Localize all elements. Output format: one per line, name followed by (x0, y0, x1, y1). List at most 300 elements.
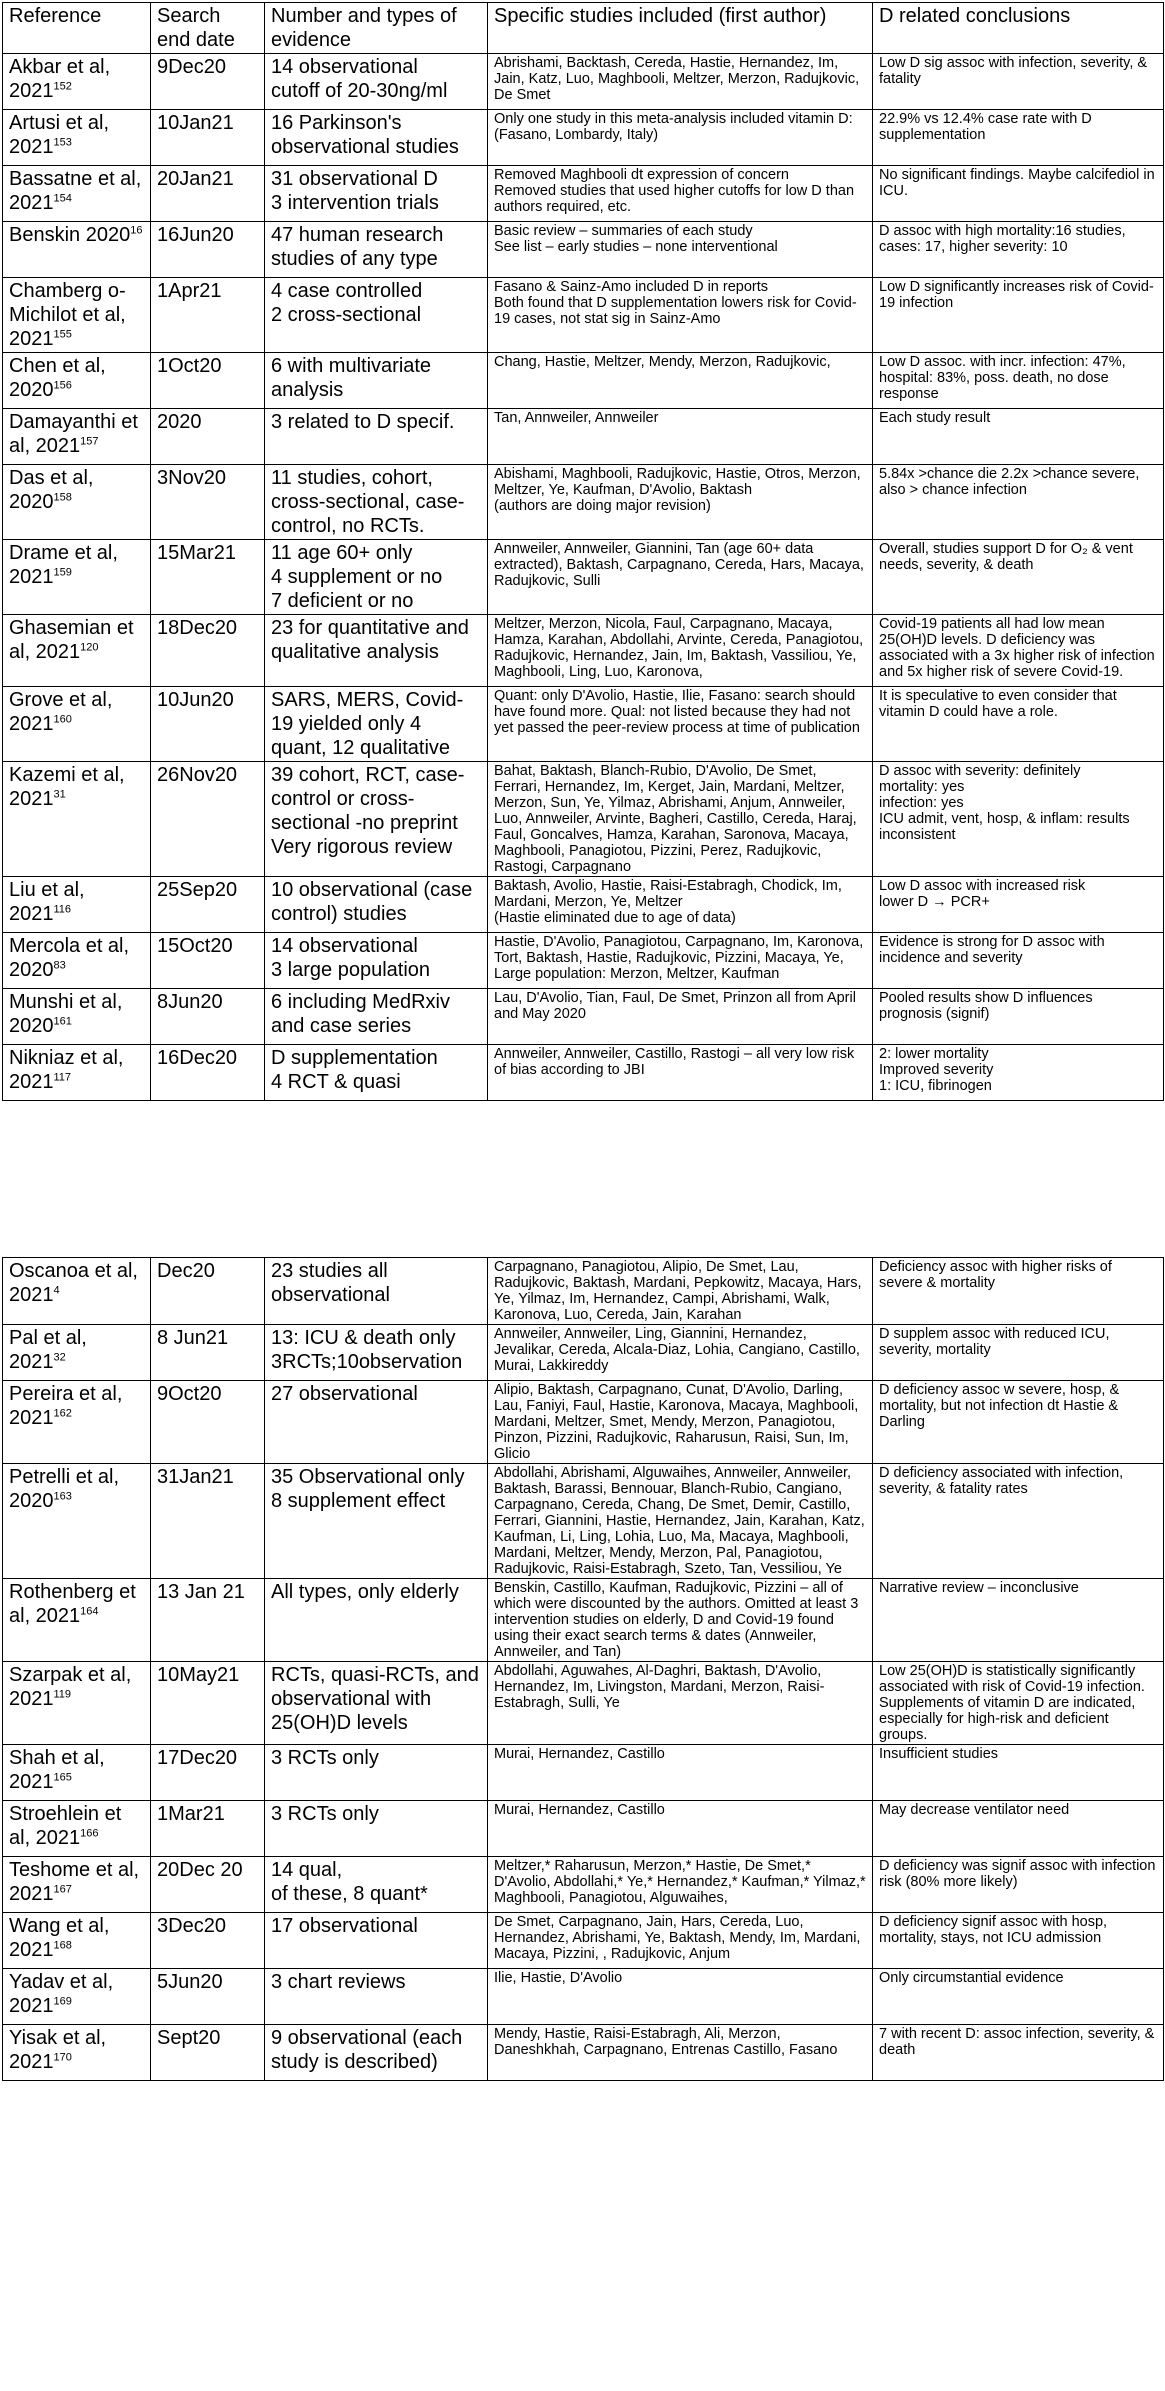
studies-cell (488, 1045, 873, 1101)
evidence-cell (265, 615, 488, 687)
evidence-cell (265, 1857, 488, 1913)
evidence-text: 3 related to D specif. (271, 411, 455, 433)
reference-text: Rothenberg et al, 2021 (9, 1581, 136, 1627)
studies-text: Bahat, Baktash, Blanch-Rubio, D'Avolio, De Smet, Ferrari, Hernandez, Im, Kerget, Jain, Mardani, Meltzer, Merzon, Sun, Ye, Yilmaz, Abrishami, Anjum, Annweiler, Luo, Annweiler, Arvinte, Bagheri, Castillo, Cereda, Haraj, Faul, Goncalves, Hamza, Karahan, Saronova, Macaya, Maghbooli, Panagiotou, Pizzini, Perez, Radujkovic, Rastogi, Carpagnano (494, 763, 857, 875)
reference-text: Munshi et al, 2020 (9, 991, 123, 1037)
studies-cell (488, 1745, 873, 1801)
reference-cell (3, 278, 151, 353)
conclusion-text: Low D significantly increases risk of Covid-19 infection (879, 279, 1154, 311)
evidence-cell (265, 1381, 488, 1464)
evidence-cell (265, 1579, 488, 1662)
studies-text: De Smet, Carpagnano, Jain, Hars, Cereda, Luo, Hernandez, Abrishami, Ye, Baktash, Mendy, Im, Mardani, Macaya, Pizzini, , Radujkovic, Anjum (494, 1914, 861, 1962)
search-end-date-cell (151, 762, 265, 877)
conclusion-text: 7 with recent D: assoc infection, severity, & death (879, 2026, 1155, 2058)
evidence-text: 31 observational D 3 intervention trials (271, 168, 439, 214)
studies-text: Murai, Hernandez, Castillo (494, 1802, 665, 1818)
evidence-cell (265, 110, 488, 166)
search-end-date-text: 1Apr21 (157, 280, 222, 302)
table-row (3, 615, 1164, 687)
table-row (3, 540, 1164, 615)
search-end-date-cell (151, 2025, 265, 2081)
search-end-date-cell (151, 540, 265, 615)
conclusion-cell (873, 687, 1164, 762)
reference-cell (3, 1258, 151, 1325)
evidence-cell (265, 762, 488, 877)
studies-text: Only one study in this meta-analysis included vitamin D: (Fasano, Lombardy, Italy) (494, 111, 853, 143)
studies-text: Abdollahi, Aguwahes, Al-Daghri, Baktash, D'Avolio, Hernandez, Im, Livingston, Mardani, Merzon, Raisi-Estabragh, Sulli, Ye (494, 1663, 825, 1711)
studies-text: Alipio, Baktash, Carpagnano, Cunat, D'Avolio, Darling, Lau, Faniyi, Faul, Hastie, Karonova, Macaya, Maghbooli, Mardani, Meltzer, Smet, Mendy, Merzon, Panagiotou, Pinzon, Pizzini, Radujkovic, Raharusun, Raisi, Sun, Im, Glicio (494, 1382, 859, 1462)
conclusion-cell (873, 409, 1164, 465)
reference-text: Kazemi et al, 2021 (9, 764, 125, 810)
header-search-end-date: Search end date (151, 3, 265, 54)
reference-text: Wang et al, 2021 (9, 1915, 110, 1961)
reference-text: Bassatne et al, 2021 (9, 168, 142, 214)
studies-cell (488, 1258, 873, 1325)
search-end-date-text: 1Mar21 (157, 1803, 225, 1825)
evidence-text: RCTs, quasi-RCTs, and observational with 25(OH)D levels (271, 1664, 479, 1734)
studies-text: Annweiler, Annweiler, Giannini, Tan (age 60+ data extracted), Baktash, Carpagnano, Cereda, Hars, Macaya, Radujkovic, Sulli (494, 541, 864, 589)
evidence-cell (265, 989, 488, 1045)
table-row (3, 110, 1164, 166)
search-end-date-text: 8Jun20 (157, 991, 223, 1013)
search-end-date-text: 18Dec20 (157, 617, 238, 639)
conclusion-cell (873, 465, 1164, 540)
citation-number: 119 (53, 1688, 72, 1701)
studies-cell (488, 1662, 873, 1745)
studies-cell (488, 1857, 873, 1913)
reference-text: Benskin 2020 (9, 224, 131, 246)
conclusion-cell (873, 54, 1164, 110)
search-end-date-cell (151, 278, 265, 353)
reference-cell (3, 54, 151, 110)
conclusion-cell (873, 1745, 1164, 1801)
search-end-date-text: 3Dec20 (157, 1915, 226, 1937)
search-end-date-text: 15Oct20 (157, 935, 233, 957)
studies-cell (488, 540, 873, 615)
studies-cell (488, 353, 873, 409)
table-row (3, 166, 1164, 222)
search-end-date-text: 15Mar21 (157, 542, 236, 564)
reference-cell (3, 615, 151, 687)
table-row (3, 1745, 1164, 1801)
table-row (3, 1969, 1164, 2025)
citation-number: 166 (80, 1827, 99, 1840)
conclusion-text: Pooled results show D influences prognosis (signif) (879, 990, 1093, 1022)
header-row (3, 3, 1164, 54)
search-end-date-text: 26Nov20 (157, 764, 238, 786)
reference-text: Chen et al, 2020 (9, 355, 106, 401)
citation-number: 4 (53, 1284, 60, 1297)
reference-text: Damayanthi et al, 2021 (9, 411, 138, 457)
table-row (3, 54, 1164, 110)
search-end-date-text: 9Dec20 (157, 56, 226, 78)
conclusion-text: Deficiency assoc with higher risks of severe & mortality (879, 1259, 1112, 1291)
search-end-date-text: 2020 (157, 411, 202, 433)
reference-text: Teshome et al, 2021 (9, 1859, 140, 1905)
search-end-date-cell (151, 1579, 265, 1662)
evidence-text: 3 RCTs only (271, 1747, 379, 1769)
conclusion-cell (873, 877, 1164, 933)
studies-text: Abdollahi, Abrishami, Alguwaihes, Annweiler, Annweiler, Baktash, Barassi, Bennouar, Blanch-Rubio, Cangiano, Carpagnano, Cereda, Chang, De Smet, Demir, Castillo, Ferrari, Giannini, Hastie, Hernandez, Jain, Karahan, Katz, Kaufman, Li, Ling, Lohia, Luo, Ma, Macaya, Maghbooli, Mardani, Meltzer, Mendy, Merzon, Pal, Panagiotou, Radujkovic, Raisi-Estabragh, Szeto, Tan, Vessiliou, Ye (494, 1465, 865, 1577)
studies-cell (488, 1579, 873, 1662)
conclusion-text: Low D sig assoc with infection, severity, & fatality (879, 55, 1148, 87)
evidence-text: 17 observational (271, 1915, 418, 1937)
search-end-date-text: 25Sep20 (157, 879, 238, 901)
conclusion-text: Low D assoc. with incr. infection: 47%, hospital: 83%, poss. death, no dose response (879, 354, 1126, 402)
citation-number: 163 (53, 1490, 72, 1503)
studies-cell (488, 1464, 873, 1579)
studies-text: Baktash, Avolio, Hastie, Raisi-Estabragh, Chodick, Im, Mardani, Merzon, Ye, Meltzer (Hastie eliminated due to age of data) (494, 878, 842, 926)
studies-cell (488, 465, 873, 540)
citation-number: 83 (53, 959, 66, 972)
table-row (3, 1857, 1164, 1913)
studies-cell (488, 687, 873, 762)
evidence-cell (265, 1325, 488, 1381)
evidence-text: 35 Observational only 8 supplement effect (271, 1466, 465, 1512)
conclusion-text: D supplem assoc with reduced ICU, severity, mortality (879, 1326, 1110, 1358)
search-end-date-cell (151, 1662, 265, 1745)
reference-text: Petrelli et al, 2020 (9, 1466, 120, 1512)
studies-table-part-2 (2, 1257, 1164, 2081)
studies-text: Removed Maghbooli dt expression of concern Removed studies that used higher cutoffs for low D than authors required, etc. (494, 167, 855, 215)
reference-cell (3, 989, 151, 1045)
evidence-text: 6 including MedRxiv and case series (271, 991, 450, 1037)
evidence-text: 14 observational cutoff of 20-30ng/ml (271, 56, 448, 102)
citation-number: 154 (53, 192, 72, 205)
conclusion-text: Covid-19 patients all had low mean 25(OH)D levels. D deficiency was associated with a 3x higher risk of infection and 5x higher risk of severe Covid-19. (879, 616, 1155, 680)
reference-cell (3, 1969, 151, 2025)
reference-text: Pereira et al, 2021 (9, 1383, 123, 1429)
table-row (3, 989, 1164, 1045)
conclusion-cell (873, 166, 1164, 222)
evidence-text: SARS, MERS, Covid-19 yielded only 4 quant, 12 qualitative (271, 689, 464, 759)
search-end-date-text: 16Jun20 (157, 224, 234, 246)
conclusion-text: Each study result (879, 410, 991, 426)
citation-number: 153 (53, 136, 72, 149)
studies-cell (488, 54, 873, 110)
reference-cell (3, 933, 151, 989)
citation-number: 120 (80, 641, 99, 654)
table-row (3, 687, 1164, 762)
reference-cell (3, 2025, 151, 2081)
studies-text: Annweiler, Annweiler, Ling, Giannini, Hernandez, Jevalikar, Cereda, Alcala-Diaz, Lohia, Cangiano, Castillo, Murai, Lakkireddy (494, 1326, 860, 1374)
search-end-date-text: 5Jun20 (157, 1971, 223, 1993)
search-end-date-cell (151, 615, 265, 687)
reference-cell (3, 1325, 151, 1381)
evidence-text: 14 qual, of these, 8 quant* (271, 1859, 428, 1905)
citation-number: 169 (53, 1995, 72, 2008)
evidence-cell (265, 933, 488, 989)
studies-text: Quant: only D'Avolio, Hastie, Ilie, Fasano: search should have found more. Qual: not listed because they had not yet passed the peer-review process at time of publication (494, 688, 860, 736)
conclusion-cell (873, 110, 1164, 166)
search-end-date-cell (151, 1325, 265, 1381)
citation-number: 116 (53, 903, 72, 916)
reference-cell (3, 1857, 151, 1913)
search-end-date-text: Dec20 (157, 1260, 215, 1282)
table-row (3, 353, 1164, 409)
conclusion-text: May decrease ventilator need (879, 1802, 1070, 1818)
studies-cell (488, 278, 873, 353)
evidence-text: 6 with multivariate analysis (271, 355, 432, 401)
conclusion-cell (873, 615, 1164, 687)
evidence-text: All types, only elderly (271, 1581, 459, 1603)
evidence-cell (265, 877, 488, 933)
header-evidence: Number and types of evidence (265, 3, 488, 54)
search-end-date-cell (151, 409, 265, 465)
studies-text: Chang, Hastie, Meltzer, Mendy, Merzon, Radujkovic, (494, 354, 831, 370)
studies-cell (488, 222, 873, 278)
conclusion-text: Insufficient studies (879, 1746, 999, 1762)
studies-text: Fasano & Sainz-Amo included D in reports Both found that D supplementation lowers risk for Covid-19 cases, not stat sig in Sainz-Amo (494, 279, 857, 327)
evidence-text: 3 RCTs only (271, 1803, 379, 1825)
citation-number: 157 (80, 435, 99, 448)
studies-cell (488, 1381, 873, 1464)
table-row (3, 1913, 1164, 1969)
evidence-cell (265, 409, 488, 465)
conclusion-cell (873, 1857, 1164, 1913)
table-row (3, 877, 1164, 933)
citation-number: 170 (53, 2051, 72, 2064)
studies-text: Annweiler, Annweiler, Castillo, Rastogi – all very low risk of bias according to JBI (494, 1046, 855, 1078)
evidence-cell (265, 54, 488, 110)
conclusion-cell (873, 353, 1164, 409)
table-row (3, 1325, 1164, 1381)
conclusion-cell (873, 762, 1164, 877)
search-end-date-cell (151, 989, 265, 1045)
search-end-date-cell (151, 166, 265, 222)
evidence-cell (265, 278, 488, 353)
conclusion-text: Only circumstantial evidence (879, 1970, 1064, 1986)
studies-cell (488, 762, 873, 877)
reference-cell (3, 877, 151, 933)
citation-number: 16 (130, 224, 143, 237)
studies-text: Lau, D'Avolio, Tian, Faul, De Smet, Prinzon all from April and May 2020 (494, 990, 856, 1022)
studies-text: Abishami, Maghbooli, Radujkovic, Hastie, Otros, Merzon, Meltzer, Ye, Kaufman, D'Avolio, Baktash (authors are doing major revision) (494, 466, 861, 514)
search-end-date-cell (151, 110, 265, 166)
reference-text: Nikniaz et al, 2021 (9, 1047, 124, 1093)
studies-cell (488, 2025, 873, 2081)
citation-number: 160 (53, 713, 72, 726)
reference-text: Mercola et al, 2020 (9, 935, 130, 981)
citation-number: 167 (53, 1883, 72, 1896)
table-row (3, 1258, 1164, 1325)
search-end-date-cell (151, 465, 265, 540)
studies-cell (488, 409, 873, 465)
evidence-cell (265, 1745, 488, 1801)
search-end-date-text: 16Dec20 (157, 1047, 238, 1069)
conclusion-cell (873, 1325, 1164, 1381)
studies-cell (488, 166, 873, 222)
search-end-date-cell (151, 1045, 265, 1101)
table-row (3, 1381, 1164, 1464)
evidence-text: 13: ICU & death only 3RCTs;10observation (271, 1327, 463, 1373)
reference-text: Chamberg o-Michilot et al, 2021 (9, 280, 126, 350)
reference-text: Ghasemian et al, 2021 (9, 617, 134, 663)
reference-text: Liu et al, 2021 (9, 879, 85, 925)
search-end-date-text: 3Nov20 (157, 467, 226, 489)
reference-cell (3, 1045, 151, 1101)
reference-cell (3, 1464, 151, 1579)
conclusion-cell (873, 1913, 1164, 1969)
studies-cell (488, 615, 873, 687)
search-end-date-text: 9Oct20 (157, 1383, 222, 1405)
citation-number: 164 (80, 1605, 99, 1618)
citation-number: 159 (53, 566, 72, 579)
studies-table-part-1 (2, 2, 1164, 1101)
reference-text: Oscanoa et al, 2021 (9, 1260, 138, 1306)
evidence-text: 14 observational 3 large population (271, 935, 431, 981)
evidence-text: 10 observational (case control) studies (271, 879, 473, 925)
reference-text: Yadav et al, 2021 (9, 1971, 114, 2017)
citation-number: 161 (53, 1015, 72, 1028)
studies-text: Benskin, Castillo, Kaufman, Radujkovic, Pizzini – all of which were discounted by the authors. Omitted at least 3 intervention studies on elderly, D and Covid-19 found using their exact search terms & dates (Annweiler, Annweiler, and Tan) (494, 1580, 859, 1660)
search-end-date-cell (151, 1801, 265, 1857)
evidence-cell (265, 465, 488, 540)
citation-number: 158 (53, 491, 72, 504)
reference-text: Pal et al, 2021 (9, 1327, 87, 1373)
conclusion-text: D deficiency was signif assoc with infection risk (80% more likely) (879, 1858, 1156, 1890)
reference-cell (3, 465, 151, 540)
conclusion-cell (873, 989, 1164, 1045)
conclusion-cell (873, 1579, 1164, 1662)
studies-cell (488, 1969, 873, 2025)
search-end-date-text: 10May21 (157, 1664, 240, 1686)
evidence-text: 11 studies, cohort, cross-sectional, case-control, no RCTs. (271, 467, 465, 537)
search-end-date-text: 20Jan21 (157, 168, 234, 190)
search-end-date-cell (151, 687, 265, 762)
evidence-text: D supplementation 4 RCT & quasi (271, 1047, 438, 1093)
reference-cell (3, 540, 151, 615)
search-end-date-text: 10Jun20 (157, 689, 234, 711)
table-row (3, 1801, 1164, 1857)
reference-text: Yisak et al, 2021 (9, 2027, 107, 2073)
reference-cell (3, 762, 151, 877)
evidence-text: 9 observational (each study is described) (271, 2027, 463, 2073)
search-end-date-cell (151, 933, 265, 989)
evidence-cell (265, 222, 488, 278)
reference-cell (3, 1662, 151, 1745)
search-end-date-text: 17Dec20 (157, 1747, 238, 1769)
table-row (3, 278, 1164, 353)
reference-cell (3, 222, 151, 278)
conclusion-text: Evidence is strong for D assoc with incidence and severity (879, 934, 1105, 966)
reference-cell (3, 353, 151, 409)
search-end-date-cell (151, 1745, 265, 1801)
reference-text: Drame et al, 2021 (9, 542, 118, 588)
evidence-cell (265, 1913, 488, 1969)
studies-text: Meltzer,* Raharusun, Merzon,* Hastie, De Smet,* D'Avolio, Abdollahi,* Ye,* Hernandez,* Kaufman,* Yilmaz,* Maghbooli, Panagiotou, Alguwaihes, (494, 1858, 866, 1906)
header-reference: Reference (3, 3, 151, 54)
evidence-text: 27 observational (271, 1383, 418, 1405)
citation-number: 117 (53, 1071, 72, 1084)
reference-cell (3, 166, 151, 222)
reference-cell (3, 1913, 151, 1969)
reference-cell (3, 1801, 151, 1857)
conclusion-text: 5.84x >chance die 2.2x >chance severe, also > chance infection (879, 466, 1140, 498)
evidence-cell (265, 1969, 488, 2025)
conclusion-text: Narrative review – inconclusive (879, 1580, 1079, 1596)
reference-text: Szarpak et al, 2021 (9, 1664, 132, 1710)
conclusion-text: No significant findings. Maybe calcifediol in ICU. (879, 167, 1155, 199)
search-end-date-cell (151, 54, 265, 110)
reference-cell (3, 1745, 151, 1801)
evidence-cell (265, 1662, 488, 1745)
studies-text: Hastie, D'Avolio, Panagiotou, Carpagnano, Im, Karonova, Tort, Baktash, Hastie, Radujkovic, Pizzini, Macaya, Ye, Large population: Merzon, Meltzer, Kaufman (494, 934, 864, 982)
studies-cell (488, 110, 873, 166)
conclusion-cell (873, 2025, 1164, 2081)
search-end-date-text: 31Jan21 (157, 1466, 234, 1488)
table-row (3, 762, 1164, 877)
studies-text: Ilie, Hastie, D'Avolio (494, 1970, 623, 1986)
conclusion-text: D deficiency signif assoc with hosp, mortality, stays, not ICU admission (879, 1914, 1108, 1946)
conclusion-cell (873, 1045, 1164, 1101)
search-end-date-text: Sept20 (157, 2027, 221, 2049)
evidence-cell (265, 2025, 488, 2081)
search-end-date-cell (151, 1464, 265, 1579)
reference-text: Das et al, 2020 (9, 467, 94, 513)
evidence-text: 3 chart reviews (271, 1971, 406, 1993)
search-end-date-cell (151, 1381, 265, 1464)
conclusion-cell (873, 1662, 1164, 1745)
citation-number: 152 (53, 80, 72, 93)
evidence-text: 47 human research studies of any type (271, 224, 444, 270)
evidence-text: 23 studies all observational (271, 1260, 390, 1306)
citation-number: 32 (53, 1351, 66, 1364)
search-end-date-text: 13 Jan 21 (157, 1581, 245, 1603)
studies-text: Tan, Annweiler, Annweiler (494, 410, 659, 426)
studies-cell (488, 1325, 873, 1381)
table-row (3, 1464, 1164, 1579)
conclusion-text: D deficiency associated with infection, severity, & fatality rates (879, 1465, 1124, 1497)
conclusion-cell (873, 1969, 1164, 2025)
reference-text: Artusi et al, 2021 (9, 112, 110, 158)
table-row (3, 222, 1164, 278)
table-row (3, 933, 1164, 989)
search-end-date-text: 20Dec 20 (157, 1859, 243, 1881)
reference-cell (3, 687, 151, 762)
evidence-cell (265, 687, 488, 762)
evidence-cell (265, 1801, 488, 1857)
studies-text: Basic review – summaries of each study See list – early studies – none interventional (494, 223, 778, 255)
evidence-cell (265, 1464, 488, 1579)
studies-text: Murai, Hernandez, Castillo (494, 1746, 665, 1762)
reference-text: Shah et al, 2021 (9, 1747, 105, 1793)
studies-text: Carpagnano, Panagiotou, Alipio, De Smet, Lau, Radujkovic, Baktash, Mardani, Pepkowitz, Macaya, Hars, Ye, Yilmaz, Im, Hernandez, Campi, Abrishami, Walk, Karonova, Luo, Cereda, Jain, Karahan (494, 1259, 862, 1323)
studies-text: Abrishami, Backtash, Cereda, Hastie, Hernandez, Im, Jain, Katz, Luo, Maghbooli, Meltzer, Merzon, Radujkovic, De Smet (494, 55, 860, 103)
conclusion-cell (873, 1258, 1164, 1325)
table-row (3, 409, 1164, 465)
conclusion-cell (873, 540, 1164, 615)
table-row (3, 465, 1164, 540)
evidence-cell (265, 1045, 488, 1101)
conclusion-cell (873, 1464, 1164, 1579)
conclusion-text: Overall, studies support D for O₂ & vent needs, severity, & death (879, 541, 1133, 573)
conclusion-text: D assoc with high mortality:16 studies, cases: 17, higher severity: 10 (879, 223, 1126, 255)
evidence-text: 39 cohort, RCT, case-control or cross-sectional -no preprint Very rigorous review (271, 764, 465, 858)
conclusion-text: D assoc with severity: definitely mortality: yes infection: yes ICU admit, vent, hosp, & inflam: results inconsistent (879, 763, 1130, 843)
conclusion-text: Low D assoc with increased risk lower D → PCR+ (879, 878, 1086, 910)
citation-number: 31 (53, 788, 66, 801)
evidence-text: 16 Parkinson's observational studies (271, 112, 459, 158)
table-row (3, 1579, 1164, 1662)
search-end-date-cell (151, 353, 265, 409)
evidence-cell (265, 1258, 488, 1325)
reference-cell (3, 1579, 151, 1662)
evidence-cell (265, 166, 488, 222)
header-conclusions: D related conclusions (873, 3, 1164, 54)
studies-cell (488, 989, 873, 1045)
conclusion-text: Low 25(OH)D is statistically significantly associated with risk of Covid-19 infection. Supplements of vitamin D are indicated, especially for high-risk and deficient groups. (879, 1663, 1145, 1743)
